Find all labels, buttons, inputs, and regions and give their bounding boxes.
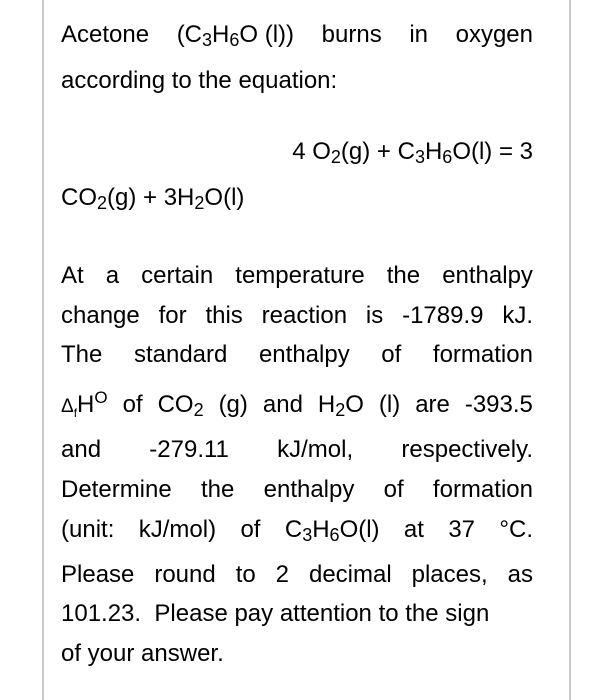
- equation-line-2: $CO_2(g) + 3H_2O(l)$: [61, 184, 245, 213]
- equation-line-1: 4 $O_2(g) + C_3H_6O(l) = 3$: [292, 138, 533, 167]
- text-line-3: At a certain temperature the enthalpy: [61, 262, 533, 289]
- word-acetone: Acetone: [61, 21, 150, 48]
- h2o-formation-value: -279.11: [149, 436, 229, 463]
- text-line-1: Acetone ($C_3H_6O$ (l)) burns in oxygen: [61, 15, 533, 55]
- acetone-formula-2: $C_3H_6O(l)$: [284, 516, 380, 545]
- h2o-formula: $H_2O$: [317, 391, 364, 420]
- acetone-formula: ($C_3H_6O$ (l)): [176, 21, 295, 50]
- text-line-6: $\Delta_fH^O$ of $CO_2$ (g) and $H_2O$ (l) are -393.5: [61, 385, 533, 425]
- text-line-11: 101.23. Please pay attention to the sign: [61, 600, 490, 627]
- text-line-10: Please round to 2 decimal places, as: [61, 561, 533, 588]
- enthalpy-formation-symbol: $\Delta_fH^O$: [61, 388, 108, 420]
- text-line-7: and -279.11 kJ/mol, respectively.: [61, 430, 533, 470]
- co2-formula: $CO_2$: [157, 391, 204, 420]
- text-line-2: according to the equation:: [61, 67, 338, 94]
- co2-formation-value: -393.5: [464, 391, 533, 418]
- text-line-12: of your answer.: [61, 640, 224, 667]
- text-line-5: The standard enthalpy of formation: [61, 341, 533, 368]
- enthalpy-change-value: -1789.9: [402, 302, 484, 329]
- text-line-4: change for this reaction is -1789.9 kJ.: [61, 296, 533, 336]
- text-line-9: (unit: kJ/mol) of $C_3H_6O(l)$ at 37 °C.: [61, 510, 533, 550]
- text-line-8: Determine the enthalpy of formation: [61, 476, 533, 503]
